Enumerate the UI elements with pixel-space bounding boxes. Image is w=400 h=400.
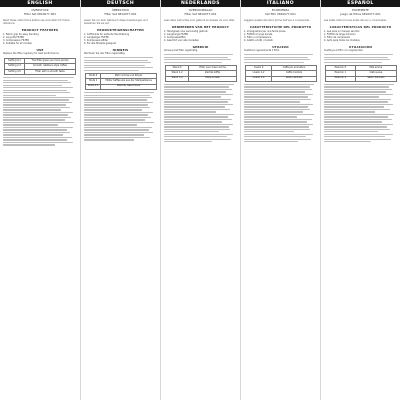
table-row (326, 76, 397, 81)
table-cell: Stand 3-4 (166, 76, 189, 81)
table-row (5, 69, 76, 74)
feature-list (3, 33, 77, 45)
list-item: 2. Langlebiger FILTER (84, 36, 109, 39)
intro-text: Lea estas instrucciones antes del uso y consérvelas. (324, 18, 387, 22)
section-title: CARATTERISTICHE DEL PRODOTTO (249, 24, 312, 29)
table-row (166, 76, 237, 81)
table-cell: Caffè morbido (272, 71, 317, 76)
table-cell: Stand 0 (166, 65, 189, 70)
table-cell: Mehr Aroma und Körper (101, 73, 157, 78)
body-text-block (324, 84, 397, 142)
intro-text: Lesen Sie vor dem Gebrauch diese Anweisungen und bewahren Sie sie auf. (84, 18, 148, 25)
column-english (0, 0, 80, 400)
body-text-block (84, 57, 157, 71)
product-subtitle: Filter Set 0810077-001 (184, 12, 217, 17)
product-title: EXCEDENTE (352, 7, 369, 12)
column-espanol (320, 0, 400, 400)
table-cell: Café suave (355, 71, 396, 76)
body-text-block (164, 84, 237, 142)
language-header: ENGLISH (0, 0, 80, 7)
table-cell: Posición 0 (326, 65, 356, 70)
table-cell: Filter with a smooth taste (25, 69, 76, 74)
feature-list (244, 30, 317, 42)
table-cell: Posición 1 (326, 71, 356, 76)
paragraph: Replace the filter regularly for best performance. (3, 52, 60, 55)
table-cell: Setting 4-5 (5, 69, 25, 74)
body-text-block (244, 84, 317, 142)
table-cell: Sabor delicado (355, 76, 396, 81)
product-subtitle: Set filtri 0810077-001 (265, 12, 296, 17)
section-title: HINWEIS (112, 48, 129, 52)
table-cell: Stufe 0 (86, 73, 101, 78)
table-cell: Milde smaak (189, 76, 237, 81)
column-deutsch (80, 0, 160, 400)
list-item: 3. Compression FILTER (3, 39, 29, 42)
product-title: OVERVOORRAAD (188, 7, 213, 12)
feature-list (164, 30, 237, 42)
product-subtitle: Juego de filtros 0810077-001 (340, 12, 381, 17)
table-cell: Milder Kaffee wie aus der Stempelkanne (101, 79, 157, 84)
table-cell: Más aroma (355, 65, 396, 70)
list-item: 1. Fabric grip for easy handling (3, 33, 39, 36)
list-item: 4. Apto para todos los modelos (324, 38, 360, 42)
paragraph: Wechseln Sie den Filter regelmäßig. (84, 52, 126, 55)
settings-table (325, 65, 397, 82)
section-title: UTILIZZO (272, 44, 289, 49)
section-title: KENMERKEN VAN HET PRODUCT (171, 24, 230, 29)
list-item: 1. Asa para un manejo sencillo (324, 29, 360, 33)
table-cell: Livello 3-4 (246, 76, 272, 81)
list-item: 1. Impugnatura per una facile presa (244, 29, 286, 33)
table-cell: Stufe 2-3 (86, 84, 101, 89)
list-item: 4. Adatto a tutti i modelli (244, 38, 273, 42)
settings-table (165, 65, 237, 82)
section-title: GEBRUIK (192, 44, 209, 49)
list-item: 4. Für alle Modelle geeignet (84, 42, 116, 45)
table-cell: Stufe 1 (86, 79, 101, 84)
column-nederlands (160, 0, 240, 400)
column-italiano (240, 0, 320, 400)
table-cell: Smooth cafetiere style coffee (25, 64, 76, 69)
paragraph: Vervang het filter regelmatig. (164, 48, 198, 52)
table-cell: Gusto delicato (272, 76, 317, 81)
language-header: ITALIANO (241, 0, 320, 7)
list-item: 1. Handgreep voor eenvoudig gebruik (164, 29, 208, 33)
table-cell: Caffè più aromatico (272, 65, 317, 70)
list-item: 3. Kompressionsfilter (84, 39, 109, 42)
settings-table (4, 58, 76, 75)
product-subtitle: Filter Set 0810077-001 (23, 12, 57, 17)
list-item: 3. Compressiefilter (164, 35, 186, 39)
section-title: PRODUCT FEATURES (21, 28, 59, 32)
feature-list (324, 30, 397, 42)
list-item: 2. FILTRO a lunga durata (244, 32, 273, 36)
product-title: ÜBERSTOCK (111, 7, 130, 12)
table-cell: Filter voor meer aroma (189, 65, 237, 70)
language-header: NEDERLANDS (161, 0, 240, 7)
table-row (246, 76, 317, 81)
list-item: 4. Geschikt voor alle modellen (164, 38, 199, 42)
list-item: 3. Filtro de compresión (324, 35, 351, 39)
table-cell: The filter gives you more aroma (25, 58, 76, 63)
intro-text: Leggere queste istruzioni prima dell'uso e conservarle. (244, 18, 310, 22)
table-cell: Setting 0-1 (5, 58, 25, 63)
settings-table (245, 65, 317, 82)
table-cell: Weicher Geschmack (101, 84, 157, 89)
paragraph: Sostituire regolarmente il filtro. (244, 48, 280, 52)
product-title: ECCEDENZA (271, 7, 290, 12)
table-cell: Livello 0 (246, 65, 272, 70)
section-title: UTILIZACIÓN (349, 44, 372, 49)
product-subtitle: Filter Set 0810077-001 (104, 12, 137, 17)
list-item: 2. FILTRO de larga duración (324, 32, 356, 36)
intro-text: Lees deze instructies voor gebruik en bewaar ze voor later. (164, 18, 235, 22)
language-header: ESPAÑOL (321, 0, 400, 7)
table-cell: Livello 1-2 (246, 71, 272, 76)
list-item: 2. Long-life FILTER (3, 36, 24, 39)
product-title: OVERSTOCK (31, 7, 49, 12)
section-title: USE (36, 48, 44, 52)
section-title: CARACTERÍSTICAS DEL PRODUCTO (329, 24, 392, 29)
intro-text: Read these instructions before use and retain for future reference. (3, 18, 70, 25)
paragraph: Sustituya el filtro con regularidad. (324, 48, 364, 52)
list-item: 3. Filtro a compressione (244, 35, 272, 39)
body-text-block (164, 54, 237, 63)
list-item: 4. Suitable for all models (3, 42, 32, 45)
table-row (86, 84, 157, 89)
list-item: 1. Griffmulde für einfache Handhabung (84, 33, 130, 36)
table-cell: Setting 2-3 (5, 64, 25, 69)
table-cell: Zachte koffie (189, 71, 237, 76)
section-title: PRODUKTEIGENSCHAFTEN (97, 28, 144, 32)
body-text-block (3, 77, 77, 145)
table-cell: Posición 2 (326, 76, 356, 81)
settings-table (85, 73, 157, 90)
list-item: 2. Langdurige FILTER (164, 32, 189, 36)
body-text-block (84, 92, 157, 141)
language-header: DEUTSCH (81, 0, 160, 7)
body-text-block (244, 54, 317, 63)
table-cell: Stand 1-2 (166, 71, 189, 76)
feature-list (84, 33, 157, 45)
body-text-block (324, 54, 397, 63)
